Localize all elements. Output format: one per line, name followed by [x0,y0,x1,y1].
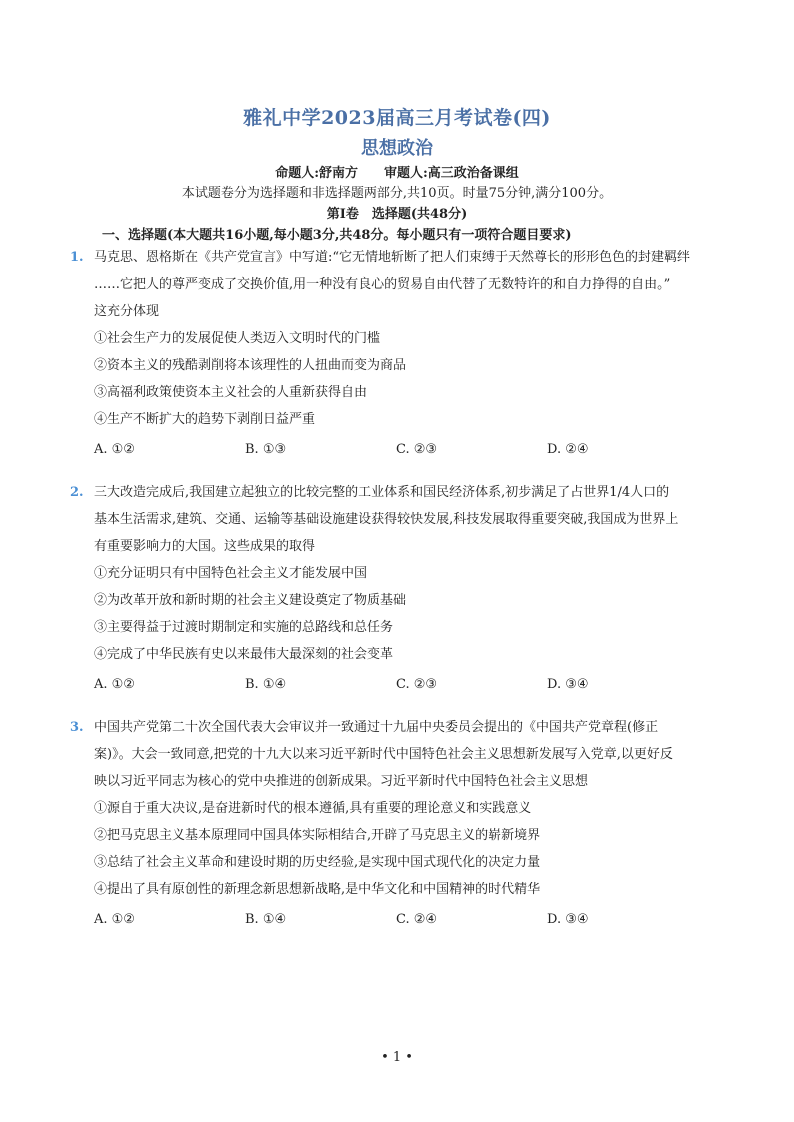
question-3 [70,714,730,933]
exam-title: 雅礼中学2023届高三月考试卷(四) [243,107,551,129]
question-2 [70,479,730,698]
page-number: • 1 • [381,1050,413,1065]
question-stem-line [70,714,730,741]
answer-c: C. ②③ [396,442,438,457]
answer-d: D. ③④ [547,912,589,927]
question-text: 三大改造完成后,我国建立起独立的比较完整的工业体系和国民经济体系,初步满足了占世界1/4人口的 [94,485,670,500]
option-statement: ②为改革开放和新时期的社会主义建设奠定了物质基础 [94,593,407,608]
option-statement: ③主要得益于过渡时期制定和实施的总路线和总任务 [94,620,394,635]
option-statement: ④生产不断扩大的趋势下剥削日益严重 [94,412,316,427]
question-text: 基本生活需求,建筑、交通、运输等基础设施建设获得较快发展,科技发展取得重要突破,我国成为世界上 [94,512,679,527]
option-statement: ④完成了中华民族有史以来最伟大最深刻的社会变革 [94,647,394,662]
answer-a: A. ①② [94,677,135,692]
question-text: 这充分体现 [94,304,160,319]
option-statement: ③高福利政策使资本主义社会的人重新获得自由 [94,385,368,400]
answer-d: D. ②④ [547,442,589,457]
question-text: 映以习近平同志为核心的党中央推进的创新成果。习近平新时代中国特色社会主义思想 [94,774,589,789]
question-stem-line [70,244,730,271]
answer-choices [70,671,730,698]
option-statement: ②资本主义的残酷剥削将本该理性的人扭曲而变为商品 [94,358,407,373]
subject-title: 思想政治 [361,138,433,159]
question-number: 1. [70,250,84,265]
answer-c: C. ②④ [396,912,438,927]
answer-b: B. ①③ [245,442,287,457]
section-instructions: 一、选择题(本大题共16小题,每小题3分,共48分。每小题只有一项符合题目要求) [102,228,572,243]
answer-c: C. ②③ [396,677,438,692]
answer-a: A. ①② [94,912,135,927]
question-text: 有重要影响力的大国。这些成果的取得 [94,539,316,554]
answer-choices [70,436,730,463]
section-heading: 第Ⅰ卷 选择题(共48分) [326,207,468,222]
authors-line [0,162,794,181]
question-text: 中国共产党第二十次全国代表大会审议并一致通过十九届中央委员会提出的《中国共产党章程(修正 [94,720,659,735]
question-number: 2. [70,485,84,500]
answer-d: D. ③④ [547,677,589,692]
answer-b: B. ①④ [245,912,287,927]
answer-b: B. ①④ [245,677,287,692]
option-statement: ①社会生产力的发展促使人类迈入文明时代的门槛 [94,331,381,346]
question-stem-line [70,479,730,506]
answer-choices [70,906,730,933]
answer-a: A. ①② [94,442,135,457]
option-statement: ①源自于重大决议,是奋进新时代的根本遵循,具有重要的理论意义和实践意义 [94,801,532,816]
question-number: 3. [70,720,84,735]
option-statement: ④提出了具有原创性的新理念新思想新战略,是中华文化和中国精神的时代精华 [94,882,541,897]
option-statement: ①充分证明只有中国特色社会主义才能发展中国 [94,566,368,581]
option-statement: ②把马克思主义基本原理同中国具体实际相结合,开辟了马克思主义的崭新境界 [94,828,541,843]
option-statement: ③总结了社会主义革命和建设时期的历史经验,是实现中国式现代化的决定力量 [94,855,541,870]
question-text: ……它把人的尊严变成了交换价值,用一种没有良心的贸易自由代替了无数特许的和自力挣得的自由。” [94,277,671,292]
exam-intro: 本试题卷分为选择题和非选择题两部分,共10页。时量75分钟,满分100分。 [181,186,613,201]
question-text: 马克思、恩格斯在《共产党宣言》中写道:“它无情地斩断了把人们束缚于天然尊长的形形色色的封建羁绊 [94,250,691,265]
reviewer: 审题人:高三政治备课组 [384,166,519,181]
question-1 [70,244,730,463]
setter: 命题人:舒南方 [275,166,358,181]
question-text: 案)》。大会一致同意,把党的十九大以来习近平新时代中国特色社会主义思想新发展写入党章,以更好反 [94,747,673,762]
